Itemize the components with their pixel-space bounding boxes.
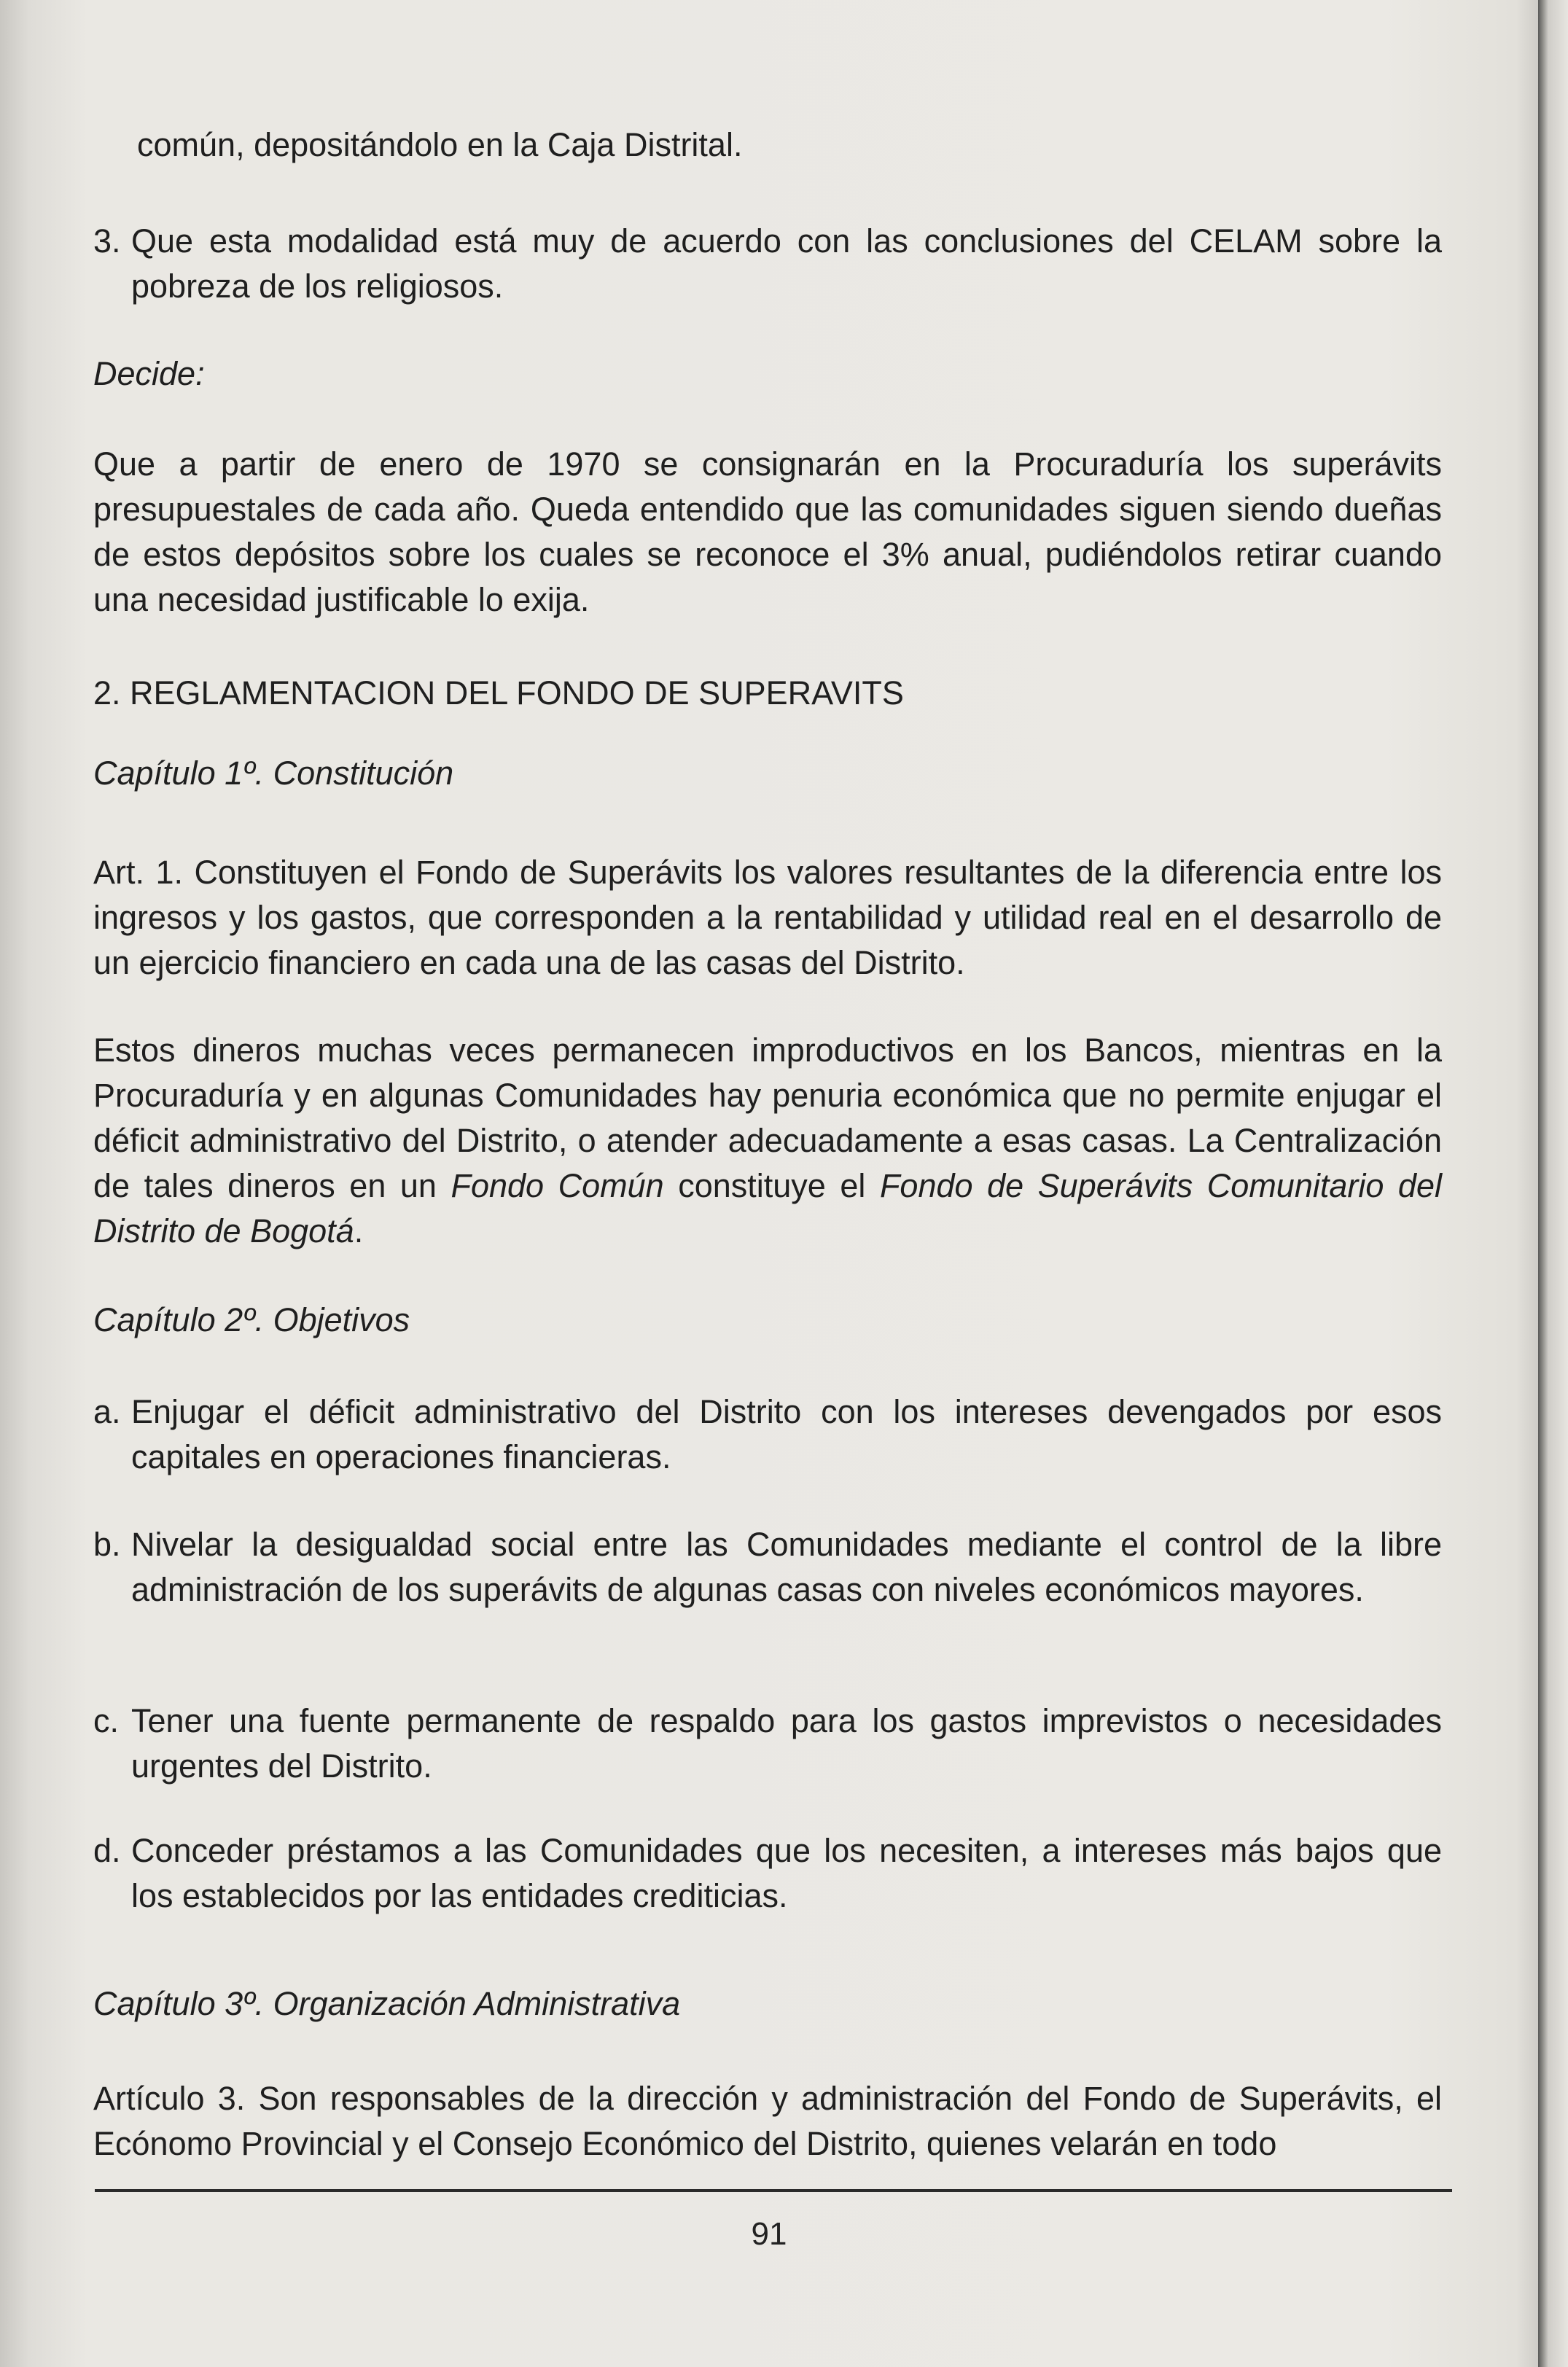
chapter-1-heading: Capítulo 1º. Constitución <box>93 754 454 792</box>
objective-b-label: b. <box>93 1526 121 1563</box>
decide-paragraph: Que a partir de enero de 1970 se consignarán en la Procuraduría los superávits presupuestales de cada año. Queda entendido que las comunidades siguen siendo dueñas de estos depósitos sobre los cuales se reconoce el 3% anual, pudiéndolos retirar cuando una necesidad justificable lo exija. <box>93 445 1442 618</box>
continuation-line: común, depositándolo en la Caja Distrital. <box>137 126 743 163</box>
chapter-2-heading: Capítulo 2º. Objetivos <box>93 1301 410 1338</box>
article-3: Artículo 3. Son responsables de la dirección y administración del Fondo de Superávits, el Ecónomo Provincial y el Consejo Económico del Distrito, quienes velarán en todo <box>93 2080 1442 2162</box>
decide-heading: Decide: <box>93 355 205 392</box>
objective-d-text: Conceder préstamos a las Comunidades que los necesiten, a intereses más bajos que los establecidos por las entidades crediticias. <box>131 1832 1442 1914</box>
item-3-number: 3. <box>93 222 121 260</box>
fondo-superavits-term: Fondo de Superávits Comunitario del Distrito de Bogotá <box>93 1167 1442 1249</box>
objective-b <box>93 1522 1442 1613</box>
page-number: 91 <box>751 2216 787 2252</box>
objective-a <box>93 1389 1442 1480</box>
dineros-text-3: . <box>354 1212 364 1249</box>
objective-a-text: Enjugar el déficit administrativo del Distrito con los intereses devengados por esos capitales en operaciones financieras. <box>131 1393 1442 1475</box>
objective-c-label: c. <box>93 1702 120 1739</box>
objective-d <box>93 1828 1442 1919</box>
section-2-heading: 2. REGLAMENTACION DEL FONDO DE SUPERAVITS <box>93 674 904 711</box>
footer-rule <box>95 2189 1452 2192</box>
dineros-text-2: constituye el <box>663 1167 880 1204</box>
article-1: Art. 1. Constituyen el Fondo de Superávits los valores resultantes de la diferencia entre los ingresos y los gastos, que corresponden a la rentabilidad y utilidad real en el desarrollo de un ejercicio financiero en cada una de las casas del Distrito. <box>93 854 1442 981</box>
objective-a-label: a. <box>93 1393 121 1430</box>
objective-c <box>93 1699 1442 1789</box>
dineros-paragraph <box>93 1028 1442 1254</box>
item-3-text: Que esta modalidad está muy de acuerdo con las conclusiones del CELAM sobre la pobreza de los religiosos. <box>131 222 1442 305</box>
item-3 <box>93 219 1442 309</box>
page-edge-shadow <box>1538 0 1568 2367</box>
objective-d-label: d. <box>93 1832 121 1869</box>
chapter-3-heading: Capítulo 3º. Organización Administrativa <box>93 1985 681 2022</box>
objective-b-text: Nivelar la desigualdad social entre las Comunidades mediante el control de la libre administración de los superávits de algunas casas con niveles económicos mayores. <box>131 1526 1442 1608</box>
fondo-comun-term: Fondo Común <box>450 1167 664 1204</box>
dineros-text-1: Estos dineros muchas veces permanecen improductivos en los Bancos, mientras en la Procuraduría y en algunas Comunidades hay penuria económica que no permite enjugar el déficit administrativo del Distrito, o atender adecuadamente a esas casas. La Centralización de tales dineros en un <box>93 1032 1442 1204</box>
objective-c-text: Tener una fuente permanente de respaldo para los gastos imprevistos o necesidades urgentes del Distrito. <box>131 1702 1442 1785</box>
